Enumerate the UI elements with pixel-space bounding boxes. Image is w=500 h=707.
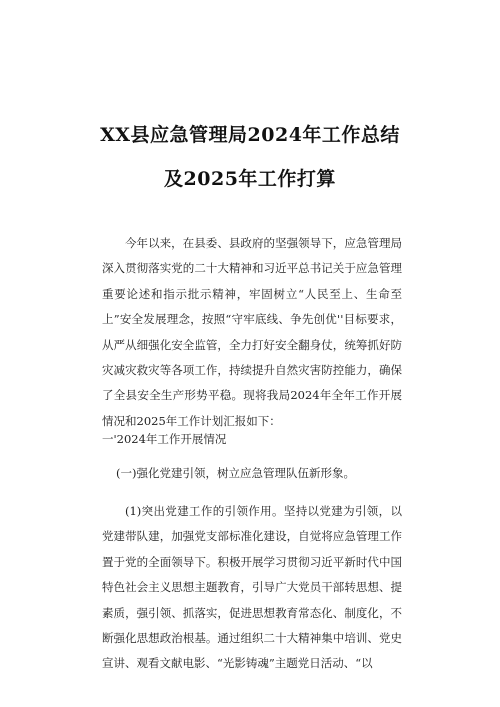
subsection-heading: (一)强化党建引领，树立应急管理队伍新形象。 [116,466,355,480]
document-title-line1: XX县应急管理局2024年工作总结 [100,124,400,146]
section-heading: 一'2024年工作开展情况 [102,432,227,446]
item-paragraph: (1)突出党建工作的引领作用。坚持以党建为引领，以党建带队建，加强党支部标准化建设，自觉将应急管理工作置于党的全面领导下。积极开展学习贯彻习近平新时代中国特色社会主义思想主题教育，引导广大党员干部转思想、提素质，强引领、抓落实，促进思想教育常态化、制度化，不断强化思想政治根基。通过组织二十大精神集中培训、党史宣讲、观看文献电影、“光影铸魂”主题党日活动、“以 [102,504,402,671]
item-block [102,499,402,677]
intro-block [102,231,402,434]
intro-paragraph: 今年以来，在县委、县政府的坚强领导下，应急管理局深入贯彻落实党的二十大精神和习近平总书记关于应急管理重要论述和指示批示精神，牢固树立“人民至上、生命至上”安全发展理念，按照“守牢底线、争先创优''目标要求，从严从细强化安全监管，全力打好安全翻身仗，统筹抓好防灾减灾救灾等各项工作，持续提升自然灾害防控能力，确保了全县安全生产形势平稳。现将我局2024年全年工作开展情况和2025年工作计划汇报如下： [102,236,402,428]
document-title-line2: 及2025年工作打算 [164,168,336,190]
